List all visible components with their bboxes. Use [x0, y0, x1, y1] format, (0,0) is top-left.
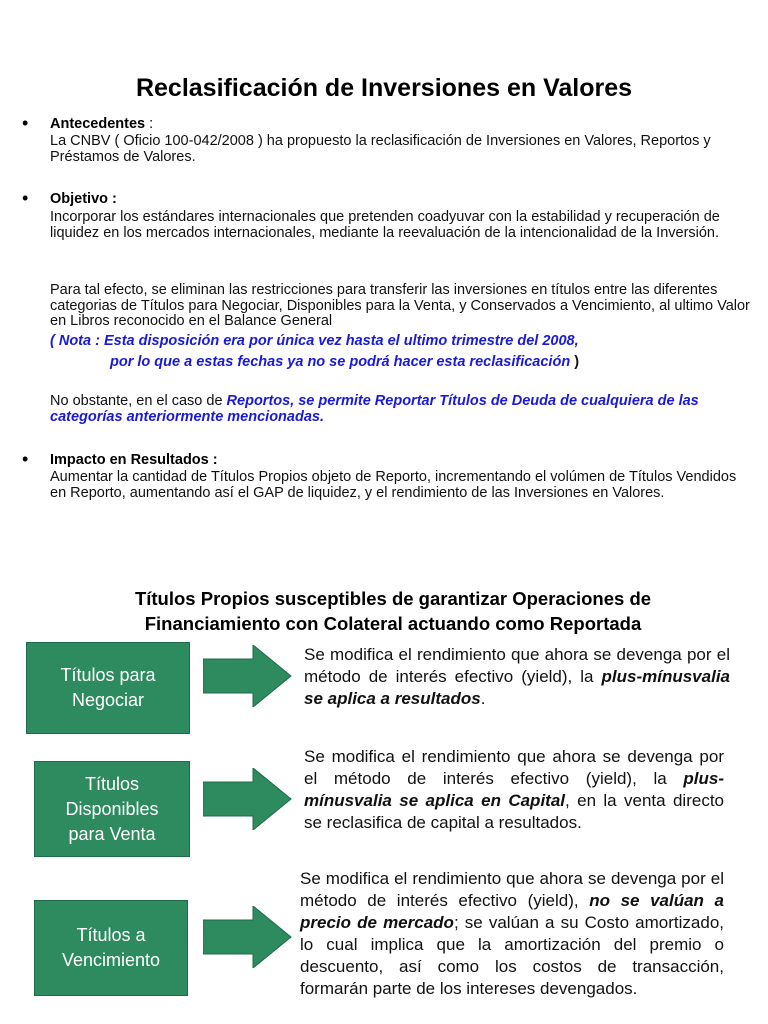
- box-titulos-vencimiento: [34, 900, 188, 996]
- no-obstante-blue: Reportos, se permite Reportar Títulos de Deuda de cualquiera de las categorías anteriormente mencionadas.: [50, 393, 699, 425]
- bullet-antecedentes: •: [22, 113, 29, 133]
- subtitle-line-1: Títulos Propios susceptibles de garantizar Operaciones de: [134, 588, 652, 609]
- box-label-line: Títulos a: [76, 925, 146, 945]
- box-label-line: Vencimiento: [61, 950, 161, 970]
- no-obstante-text: [50, 394, 750, 425]
- bullet-impacto: •: [22, 449, 29, 469]
- objetivo-text-2: Para tal efecto, se eliminan las restricciones para transferir las inversiones en títulos entre las diferentes categorias de Títulos para Negociar, Disponibles para la Venta, y Conservados a Vencimiento, al ultimo Valor en Libros reconocido en el Balance General: [50, 282, 750, 329]
- bullet-objetivo: •: [22, 188, 29, 208]
- no-obstante-prefix: No obstante, en el caso de: [50, 393, 227, 409]
- desc-suffix: .: [480, 689, 486, 708]
- desc-titulos-negociar: [304, 644, 730, 710]
- desc-bold: no se valúan a precio de mercado: [300, 891, 724, 932]
- desc-prefix: Se modifica el rendimiento que ahora se devenga por el método de interés efectivo (yield), la: [304, 747, 724, 788]
- desc-prefix: Se modifica el rendimiento que ahora se devenga por el método de interés efectivo (yield), la: [304, 645, 730, 686]
- impacto-heading: Impacto en Resultados :: [50, 452, 218, 468]
- impacto-text: Aumentar la cantidad de Títulos Propios objeto de Reporto, incrementando el volúmen de Títulos Vendidos en Reporto, aumentando así el GAP de liquidez, y el rendimiento de las Inversiones en Valores.: [50, 469, 737, 501]
- box-label-line: Negociar: [71, 690, 145, 710]
- desc-bold: plus-mínusvalia se aplica a resultados: [304, 667, 730, 708]
- box-label-line: para Venta: [68, 823, 156, 844]
- note-line-2-text: por lo que a estas fechas ya no se podrá hacer esta reclasificación: [110, 354, 571, 370]
- box-label-line: Títulos para: [60, 665, 156, 685]
- desc-titulos-disponibles: [304, 746, 724, 834]
- arrow-right-icon: [203, 906, 293, 968]
- box-label-line: Títulos: [84, 773, 140, 794]
- desc-suffix: ; se valúan a su Costo amortizado, lo cual implica que la amortización del premio o descuento, así como los costos de transacción, formarán parte de los intereses devengados.: [300, 913, 724, 998]
- subtitle-line-2: Financiamiento con Colateral actuando como Reportada: [144, 613, 642, 634]
- arrow-right-icon: [203, 768, 293, 830]
- note-close: ): [570, 354, 580, 370]
- note-line-1: ( Nota : Esta disposición era por única vez hasta el ultimo trimestre del 2008,: [50, 333, 579, 349]
- objetivo-heading: Objetivo :: [50, 191, 117, 207]
- box-titulos-negociar: [26, 642, 190, 734]
- arrow-right-icon: [203, 645, 293, 707]
- box-label-line: Disponibles: [65, 798, 159, 819]
- antecedentes-text: La CNBV ( Oficio 100-042/2008 ) ha propuesto la reclasificación de Inversiones en Valores, Reportos y Préstamos de Valores.: [50, 133, 711, 165]
- page-title: Reclasificación de Inversiones en Valores: [135, 74, 633, 102]
- section-subtitle: [40, 586, 746, 636]
- desc-suffix: , en la venta directo se reclasifica de capital a resultados.: [304, 791, 725, 832]
- objetivo-text: Incorporar los estándares internacionales que pretenden coadyuvar con la estabilidad y recuperación de liquidez en los mercados internacionales, mediante la reevaluación de la intencionalidad de la Inversión.: [50, 209, 720, 241]
- antecedentes-heading-suffix: :: [145, 116, 154, 132]
- desc-titulos-vencimiento: [300, 868, 724, 1000]
- desc-bold: plus-mínusvalia se aplica en Capital: [304, 769, 724, 810]
- antecedentes-heading-text: Antecedentes: [50, 116, 146, 132]
- antecedentes-heading: [50, 116, 153, 132]
- note-line-2: [110, 355, 750, 371]
- box-titulos-disponibles: [34, 761, 190, 857]
- desc-prefix: Se modifica el rendimiento que ahora se devenga por el método de interés efectivo (yield),: [300, 869, 724, 910]
